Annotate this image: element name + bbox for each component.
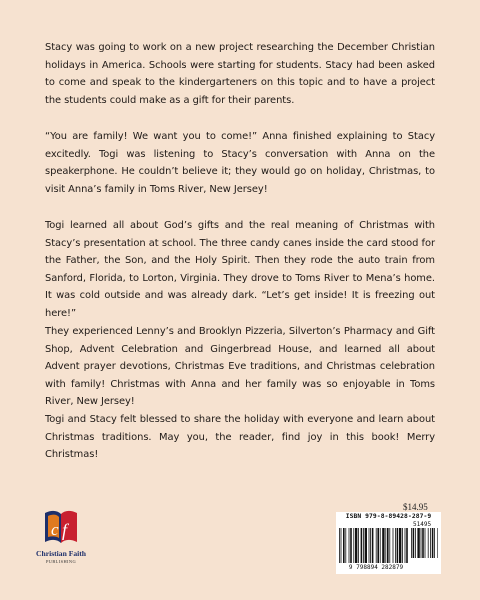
- barcode-bar: [385, 528, 386, 563]
- price-label: $14.95: [403, 502, 428, 512]
- price-addon-code: 51495: [413, 521, 432, 528]
- barcode-bar: [405, 528, 406, 563]
- barcode-bar: [380, 528, 381, 563]
- barcode-bar: [389, 528, 390, 563]
- back-cover-paragraph-3: Togi learned all about God’s gifts and the real meaning of Christmas with Stacy’s presentation at school. The three candy canes inside the card stood for the Father, the Son, and the Holy Spirit. Then they rode the auto train from Sanford, Florida, to Lorton, Virginia. They drove to Toms River to Mena’s home. It was cold outside and was already dark. “Let’s get inside! It is freezing out here!”: [45, 220, 435, 319]
- barcode-bar: [411, 528, 412, 558]
- barcode-bar: [432, 528, 434, 558]
- barcode-bar: [387, 528, 389, 563]
- barcode-bar: [377, 528, 379, 563]
- barcode-bar: [382, 528, 384, 563]
- isbn-text: ISBN 979-8-89428-287-9: [345, 513, 432, 520]
- barcode-bar: [358, 528, 359, 563]
- barcode-bar: [430, 528, 431, 558]
- barcode-bar: [393, 528, 394, 563]
- barcode-bar: [428, 528, 429, 558]
- barcode-bar: [434, 528, 435, 558]
- publisher-name: Christian Faith: [36, 549, 86, 558]
- barcode-bar: [415, 528, 416, 558]
- barcode-bar: [365, 528, 367, 563]
- barcode-bar: [370, 528, 371, 563]
- back-cover-paragraph-1: Stacy was going to work on a new project researching the December Christian holidays in America. Schools were starting for students. Stacy had been asked to come and speak to the kindergarteners on this topic and to have a project the students could make as a gift for their parents.: [45, 42, 435, 106]
- barcode-bar: [417, 528, 419, 558]
- barcode-bar: [437, 528, 438, 558]
- barcode-bar: [372, 528, 374, 563]
- barcode-bar: [402, 528, 403, 563]
- barcode-bar: [350, 528, 352, 563]
- barcode-bar: [343, 528, 345, 563]
- svg-text:c: c: [51, 520, 59, 539]
- barcode-bar: [421, 528, 422, 558]
- back-cover-paragraph-2: “You are family! We want you to come!” Anna finished explaining to Stacy excitedly. Togi was listening to Stacy’s conversation with Anna on the speakerphone. He couldn’t believe it; they would go on holiday, Christmas, to visit Anna’s family in Toms River, New Jersey!: [45, 131, 435, 195]
- barcode-bar: [339, 528, 340, 563]
- barcode-bar: [341, 528, 342, 563]
- barcode-bar: [399, 528, 401, 563]
- barcode-bar: [406, 528, 408, 563]
- barcode-bar: [353, 528, 354, 563]
- svg-text:f: f: [62, 520, 68, 540]
- price-addon-barcode: [411, 528, 438, 558]
- ean-number: 9 798894 282879: [348, 564, 404, 571]
- barcode-bar: [422, 528, 424, 558]
- barcode-bar: [363, 528, 364, 563]
- barcode-bar: [369, 528, 370, 563]
- back-cover-paragraph-4: They experienced Lenny’s and Brooklyn Pizzeria, Silverton’s Pharmacy and Gift Shop, Advent Celebration and Gingerbread House, and learned all about Advent prayer devotions, Christmas Eve traditions, and Christmas celebration with family! Christmas with Anna and her family was so enjoyable in Toms River, New Jersey!: [45, 326, 435, 408]
- barcode-bar: [361, 528, 363, 563]
- barcode-bar: [395, 528, 396, 563]
- back-cover-paragraph-5: Togi and Stacy felt blessed to share the holiday with everyone and learn about Christmas traditions. May you, the reader, find joy in this book! Merry Christmas!: [45, 414, 435, 461]
- barcode-bar: [425, 528, 426, 558]
- barcode-bar: [355, 528, 357, 563]
- publisher-logo: [33, 507, 89, 577]
- barcode-bar: [345, 528, 346, 563]
- isbn-barcode: [339, 528, 410, 563]
- barcode-bar: [397, 528, 399, 563]
- publisher-subtitle: PUBLISHING: [45, 559, 77, 564]
- barcode-bar: [413, 528, 415, 558]
- book-cf-icon: [42, 507, 80, 547]
- barcode-bar: [376, 528, 377, 563]
- barcode-bar: [349, 528, 350, 563]
